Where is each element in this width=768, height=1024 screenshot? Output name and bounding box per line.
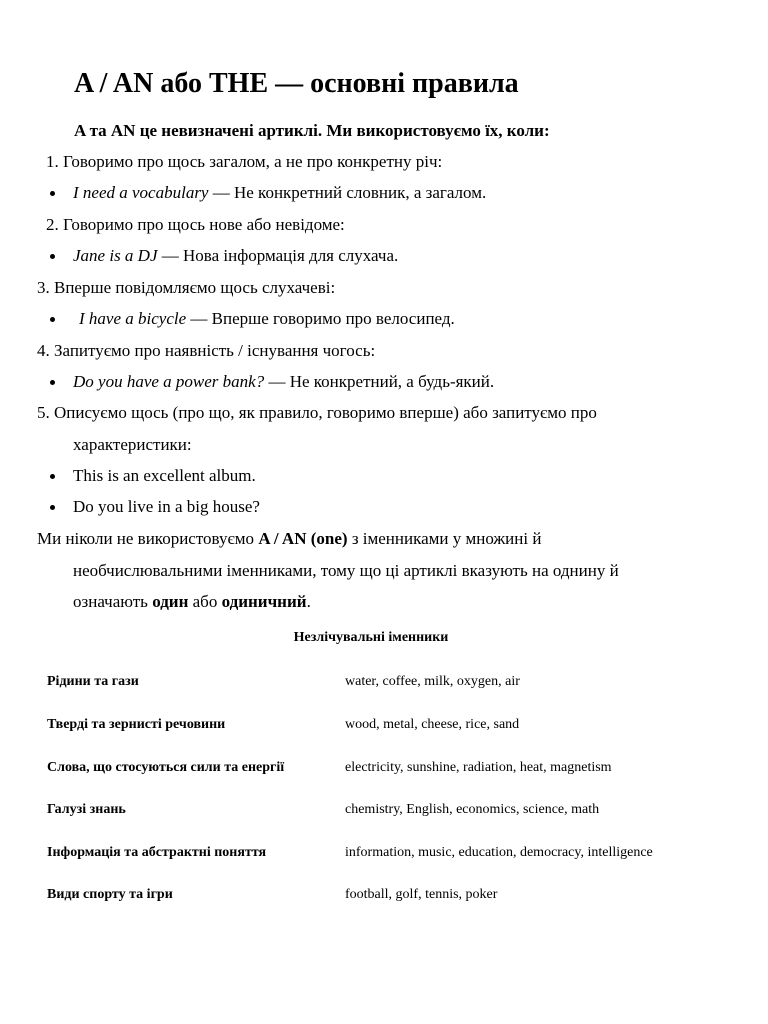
- table-title: Незлічувальні іменники: [293, 630, 449, 645]
- example-explanation: — Не конкретний, а будь-який.: [264, 372, 495, 391]
- note-bold: A / AN (one): [258, 529, 348, 548]
- note-text: .: [306, 592, 311, 611]
- note-bold: один: [152, 592, 189, 611]
- example-english: Do you have a power bank?: [73, 372, 265, 391]
- bullet-icon: [50, 254, 55, 259]
- table-row-value: water, coffee, milk, oxygen, air: [345, 674, 520, 689]
- example-english: Jane is a DJ: [73, 246, 158, 265]
- note-line-1: [37, 528, 541, 550]
- note-bold: одиничний: [221, 592, 307, 611]
- table-row-value: chemistry, English, economics, science, math: [345, 802, 600, 817]
- rule-4-example: [73, 371, 494, 393]
- page-title: A / AN або THE — основні правила: [74, 68, 519, 99]
- table-row-label: Види спорту та ігри: [47, 887, 173, 902]
- bullet-icon: [50, 317, 55, 322]
- example-explanation: — Не конкретний словник, а загалом.: [208, 183, 487, 202]
- rule-2-text: 2. Говоримо про щось нове або невідоме:: [46, 215, 345, 234]
- note-text: означають: [73, 592, 153, 611]
- intro-text: A та AN це невизначені артиклі. Ми використовуємо їх, коли:: [74, 121, 550, 140]
- bullet-icon: [50, 380, 55, 385]
- rule-5-text: 5. Описуємо щось (про що, як правило, говоримо вперше) або запитуємо про: [37, 403, 597, 422]
- rule-3-example: [79, 308, 455, 330]
- table-row-label: Слова, що стосуються сили та енергії: [47, 760, 285, 775]
- note-text: Ми ніколи не використовуємо: [37, 529, 259, 548]
- note-line-2: необчислювальними іменниками, тому що ці артиклі вказують на однину й: [73, 561, 619, 580]
- rule-5-text-continued: характеристики:: [73, 435, 192, 454]
- rule-3-text: 3. Вперше повідомляємо щось слухачеві:: [37, 278, 336, 297]
- table-row-value: information, music, education, democracy, intelligence: [345, 845, 653, 860]
- rule-2-example: [73, 245, 398, 267]
- table-row-label: Галузі знань: [47, 802, 126, 817]
- rule-5-example-2: Do you live in a big house?: [73, 497, 260, 516]
- table-row-value: electricity, sunshine, radiation, heat, magnetism: [345, 760, 612, 775]
- table-row-value: football, golf, tennis, poker: [345, 887, 498, 902]
- bullet-icon: [50, 474, 55, 479]
- table-row-label: Інформація та абстрактні поняття: [47, 845, 267, 860]
- table-row-value: wood, metal, cheese, rice, sand: [345, 717, 520, 732]
- table-row-label: Рідини та гази: [47, 674, 139, 689]
- rule-5-example-1: This is an excellent album.: [73, 466, 256, 485]
- bullet-icon: [50, 191, 55, 196]
- rule-4-text: 4. Запитуємо про наявність / існування чогось:: [37, 341, 376, 360]
- example-english: I need a vocabulary: [73, 183, 209, 202]
- example-english: I have a bicycle: [79, 309, 187, 328]
- rule-1-text: 1. Говоримо про щось загалом, а не про конкретну річ:: [46, 152, 443, 171]
- rule-1-example: [73, 182, 486, 204]
- table-row-label: Тверді та зернисті речовини: [47, 717, 226, 732]
- example-explanation: — Нова інформація для слухача.: [157, 246, 399, 265]
- example-explanation: — Вперше говоримо про велосипед.: [186, 309, 455, 328]
- bullet-icon: [50, 505, 55, 510]
- note-line-3: [73, 591, 311, 613]
- note-text: з іменниками у множині й: [347, 529, 542, 548]
- note-text: або: [188, 592, 222, 611]
